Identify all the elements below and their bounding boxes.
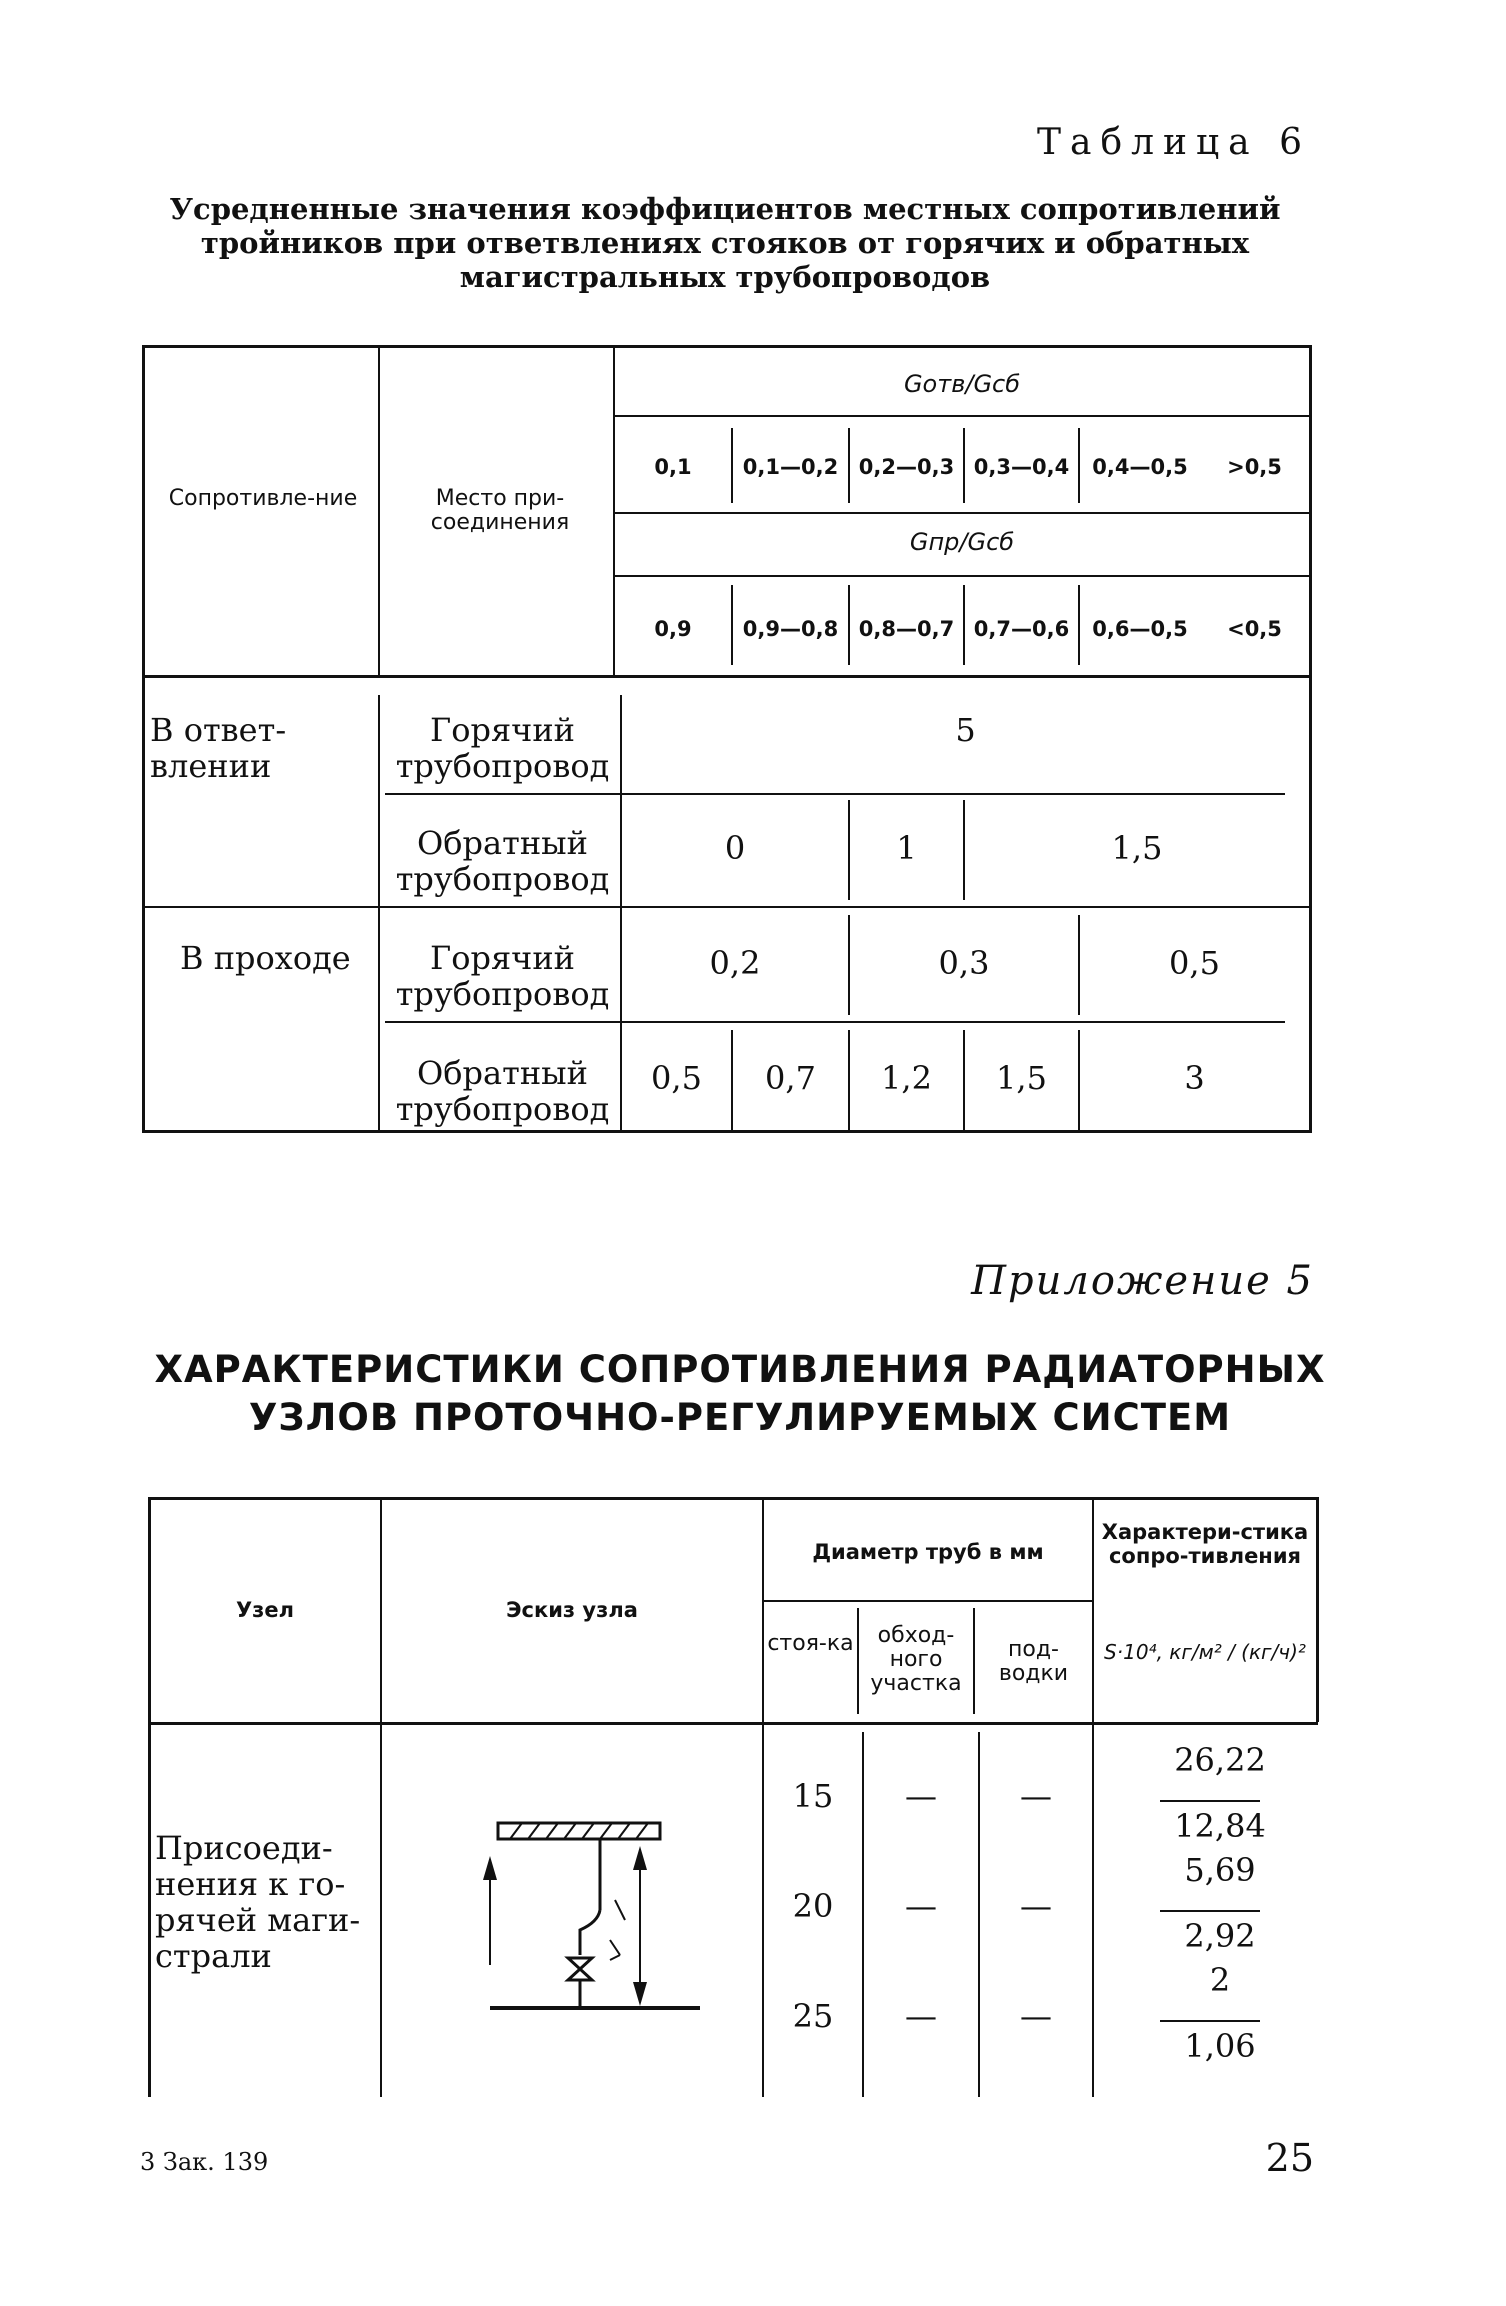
diameter-value: 25 bbox=[792, 1997, 834, 2035]
ratio-top-value: 0,1 bbox=[654, 455, 692, 479]
value-cell: 0,5 bbox=[651, 1059, 702, 1097]
ratio-bottom-value: 0,9—0,8 bbox=[742, 617, 839, 641]
char-denominator: 1,06 bbox=[1184, 2027, 1256, 2065]
col-formula-header: S·10⁴, кг/м² / (кг/ч)² bbox=[1104, 1640, 1306, 1664]
value-cell: 0,3 bbox=[938, 944, 990, 982]
value-cell: 1,5 bbox=[996, 1059, 1047, 1097]
ratio-top-value: >0,5 bbox=[1227, 455, 1282, 479]
value-cell: 0 bbox=[724, 829, 746, 867]
diameter-value: 15 bbox=[792, 1777, 834, 1815]
char-denominator: 12,84 bbox=[1174, 1807, 1266, 1845]
value-cell: 1,2 bbox=[881, 1059, 932, 1097]
value-cell: 3 bbox=[1184, 1059, 1205, 1097]
ratio-bottom-value: 0,8—0,7 bbox=[858, 617, 955, 641]
value-cell: 1,5 bbox=[1111, 829, 1163, 867]
return-pipe-label: Обратный трубопровод bbox=[395, 1054, 610, 1128]
hot-pipe-label: Горячий трубопровод bbox=[395, 711, 610, 785]
value-cell: 0,7 bbox=[765, 1059, 816, 1097]
ratio-top-header: Gотв/Gсб bbox=[903, 370, 1021, 398]
page-number: 25 bbox=[1265, 2136, 1314, 2180]
appendix-title: ХАРАКТЕРИСТИКИ СОПРОТИВЛЕНИЯ РАДИАТОРНЫХ УЗЛОВ ПРОТОЧНО-РЕГУЛИРУЕМЫХ СИСТЕМ bbox=[154, 1348, 1326, 1439]
hot-pipe-label: Горячий трубопровод bbox=[395, 939, 610, 1013]
dash-cell: — bbox=[1020, 1997, 1052, 2035]
node-sketch bbox=[470, 1810, 710, 2030]
row-branch-label: В ответ-влении bbox=[150, 711, 287, 785]
char-denominator: 2,92 bbox=[1184, 1917, 1256, 1955]
col-node-header: Узел bbox=[235, 1598, 295, 1622]
diameter-value: 20 bbox=[792, 1887, 834, 1925]
col-bypass-header: обход-ного участка bbox=[870, 1623, 962, 1696]
dash-cell: — bbox=[905, 1997, 937, 2035]
char-numerator: 5,69 bbox=[1184, 1851, 1256, 1889]
appendix-label: Приложение 5 bbox=[971, 1258, 1314, 1304]
col-diameter-header: Диаметр труб в мм bbox=[812, 1540, 1044, 1564]
col-sketch-header: Эскиз узла bbox=[506, 1598, 638, 1622]
ratio-top-value: 0,1—0,2 bbox=[742, 455, 839, 479]
dash-cell: — bbox=[905, 1887, 937, 1925]
ratio-bottom-value: 0,9 bbox=[654, 617, 692, 641]
footer-order-number: 3 Зак. 139 bbox=[140, 2148, 269, 2176]
ratio-top-value: 0,4—0,5 bbox=[1092, 455, 1188, 479]
char-numerator: 26,22 bbox=[1174, 1741, 1266, 1779]
value-cell: 0,2 bbox=[709, 944, 761, 982]
dash-cell: — bbox=[1020, 1777, 1052, 1815]
ratio-bottom-value: 0,7—0,6 bbox=[973, 617, 1070, 641]
dash-cell: — bbox=[905, 1777, 937, 1815]
ratio-bottom-value: <0,5 bbox=[1227, 617, 1282, 641]
col-connection-header: Место при-соединения bbox=[430, 486, 570, 535]
return-pipe-label: Обратный трубопровод bbox=[395, 824, 610, 898]
row-pass-label: В проходе bbox=[180, 939, 351, 977]
col-supply-header: под-водки bbox=[998, 1637, 1069, 1686]
value-cell: 0,5 bbox=[1169, 944, 1220, 982]
char-numerator: 2 bbox=[1209, 1961, 1231, 1999]
table-label: Таблица 6 bbox=[1037, 122, 1311, 163]
col-resistance-header: Сопротивле-ние bbox=[168, 486, 358, 511]
ratio-bottom-value: 0,6—0,5 bbox=[1092, 617, 1188, 641]
ratio-top-value: 0,3—0,4 bbox=[973, 455, 1070, 479]
value-cell: 5 bbox=[955, 711, 976, 749]
ratio-top-value: 0,2—0,3 bbox=[858, 455, 955, 479]
value-cell: 1 bbox=[896, 829, 917, 867]
col-riser-header: стоя-ка bbox=[767, 1631, 854, 1656]
col-characteristic-header: Характери-стика сопро-тивления bbox=[1101, 1520, 1309, 1568]
ratio-bottom-header: Gпр/Gсб bbox=[909, 528, 1015, 556]
node-label: Присоеди-нения к го-рячей маги-страли bbox=[155, 1829, 361, 1975]
table-title: Усредненные значения коэффициентов местных сопротивлений тройников при ответвлениях стояков от горячих и обратных магистральных трубопроводов bbox=[169, 192, 1281, 294]
dash-cell: — bbox=[1020, 1887, 1052, 1925]
